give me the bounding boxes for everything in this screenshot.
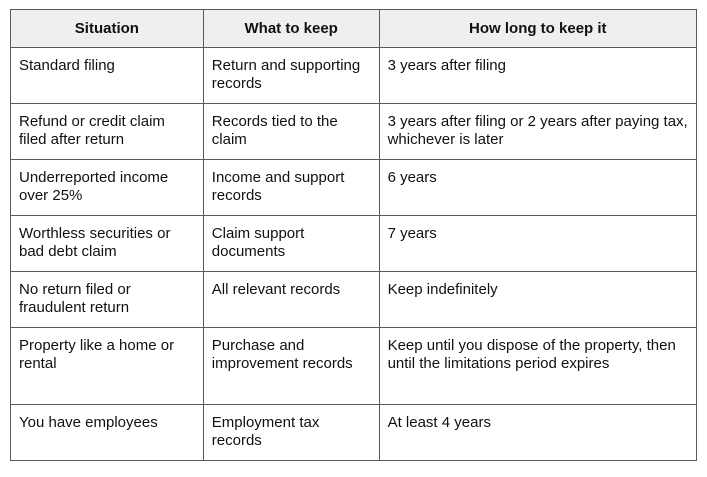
cell-how-long: 6 years bbox=[379, 160, 696, 216]
cell-situation: Property like a home or rental bbox=[11, 328, 204, 405]
header-what-to-keep: What to keep bbox=[203, 10, 379, 48]
cell-situation: Refund or credit claim filed after return bbox=[11, 104, 204, 160]
table-row bbox=[11, 48, 697, 104]
cell-what-to-keep: Income and support records bbox=[203, 160, 379, 216]
table-row bbox=[11, 272, 697, 328]
header-situation: Situation bbox=[11, 10, 204, 48]
cell-how-long: 3 years after filing bbox=[379, 48, 696, 104]
record-retention-table bbox=[10, 9, 697, 461]
cell-how-long: 3 years after filing or 2 years after paying tax, whichever is later bbox=[379, 104, 696, 160]
header-row bbox=[11, 10, 697, 48]
cell-what-to-keep: Claim support documents bbox=[203, 216, 379, 272]
cell-what-to-keep: Records tied to the claim bbox=[203, 104, 379, 160]
table-row bbox=[11, 405, 697, 461]
cell-what-to-keep: Return and supporting records bbox=[203, 48, 379, 104]
table-row bbox=[11, 160, 697, 216]
cell-situation: You have employees bbox=[11, 405, 204, 461]
cell-what-to-keep: Employment tax records bbox=[203, 405, 379, 461]
cell-situation: Worthless securities or bad debt claim bbox=[11, 216, 204, 272]
cell-how-long: 7 years bbox=[379, 216, 696, 272]
cell-what-to-keep: All relevant records bbox=[203, 272, 379, 328]
cell-situation: No return filed or fraudulent return bbox=[11, 272, 204, 328]
cell-how-long: At least 4 years bbox=[379, 405, 696, 461]
cell-situation: Standard filing bbox=[11, 48, 204, 104]
cell-what-to-keep: Purchase and improvement records bbox=[203, 328, 379, 405]
table-row bbox=[11, 328, 697, 405]
table-row bbox=[11, 104, 697, 160]
table-row bbox=[11, 216, 697, 272]
cell-how-long: Keep indefinitely bbox=[379, 272, 696, 328]
header-how-long: How long to keep it bbox=[379, 10, 696, 48]
cell-situation: Underreported income over 25% bbox=[11, 160, 204, 216]
cell-how-long: Keep until you dispose of the property, then until the limitations period expires bbox=[379, 328, 696, 405]
